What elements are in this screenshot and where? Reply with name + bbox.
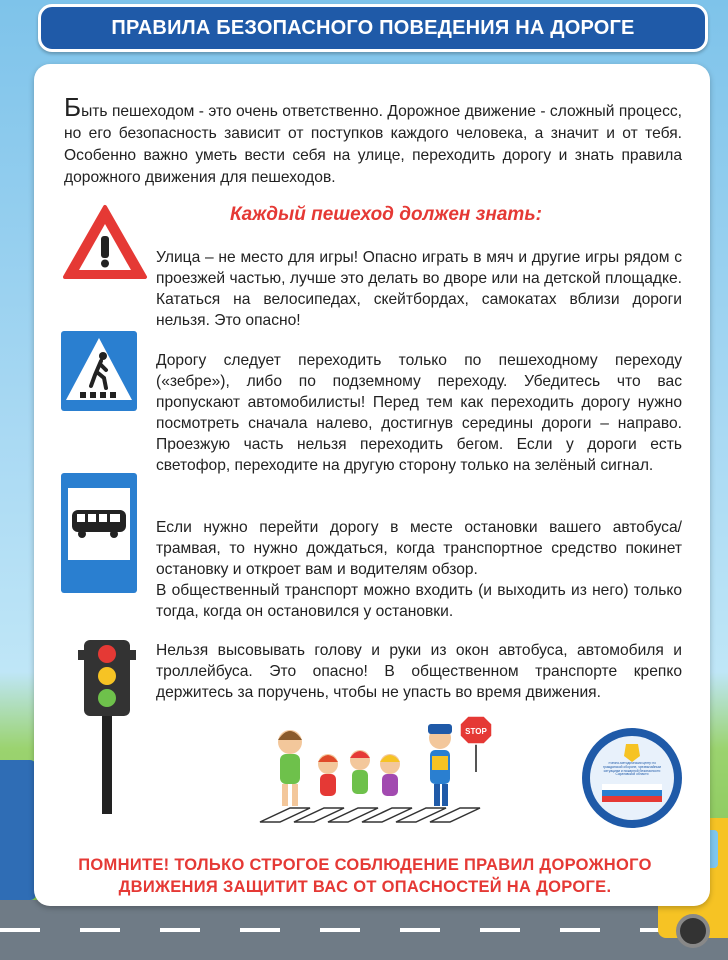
pedestrian-crossing-sign-icon xyxy=(58,328,140,414)
car-illustration xyxy=(0,760,36,900)
rule-paragraph-bus-stop xyxy=(156,517,682,622)
rule-paragraph-play: Улица – не место для игры! Опасно играть в мяч и другие игры рядом с проезжей частью, лучше это делать во дворе или на детской площадке. Кататься на велосипедах, скейтбордах, самокатах вблизи дороги нельзя. Это опасно! xyxy=(156,249,682,329)
footer-warning xyxy=(40,854,690,898)
rule-paragraph-crossing: Дорогу следует переходить только по пешеходному переходу («зебре»), либо по подземному переходу. Убедитесь что вас пропускают автомобилисты! Перед тем как переходить дорогу нужно посмотреть сначала налево, достигнув середины дороги – направо. Проезжую часть нельзя переходить бегом. Если у дороги есть светофор, переходите на другую сторону только на зелёный сигнал. xyxy=(156,352,682,474)
bus-wheel xyxy=(676,914,710,948)
section-subtitle: Каждый пешеход должен знать: xyxy=(230,204,542,225)
rule-paragraph-windows: Нельзя высовывать голову и руки из окон автобуса, автомобиля и троллейбуса. Это опасно! В общественном транспорте крепко держитесь за поручень, чтобы не упасть во время движения. xyxy=(156,642,682,701)
rule-bus-stop-line-2: В общественный транспорт можно входить (и выходить из него) только тогда, когда он остановился у остановки. xyxy=(156,582,682,620)
page-header xyxy=(38,4,708,52)
footer-line-2: ДВИЖЕНИЯ ЗАЩИТИТ ВАС ОТ ОПАСНОСТЕЙ НА ДОРОГЕ. xyxy=(118,878,612,896)
rule-bus-stop-line-1: Если нужно перейти дорогу в месте остановки вашего автобуса/трамвая, то нужно дождаться, когда транспортное средство покинет остановку и откроет вам и водителям обзор. xyxy=(156,519,682,578)
stop-sign-label: STOP xyxy=(465,727,487,736)
emblem-logo xyxy=(580,726,684,830)
road xyxy=(0,900,728,960)
bus-stop-sign-icon xyxy=(58,470,140,596)
page-title: ПРАВИЛА БЕЗОПАСНОГО ПОВЕДЕНИЯ НА ДОРОГЕ xyxy=(111,16,635,39)
road-marking xyxy=(0,928,728,932)
traffic-light-icon xyxy=(78,636,138,816)
footer-line-1: ПОМНИТЕ! ТОЛЬКО СТРОГОЕ СОБЛЮДЕНИЕ ПРАВИЛ ДОРОЖНОГО xyxy=(78,856,652,874)
children-crossing-illustration xyxy=(250,712,510,840)
warning-sign-icon xyxy=(62,204,148,280)
intro-paragraph: Быть пешеходом - это очень ответственно. Дорожное движение - сложный процесс, но его безопасность зависит от поступков каждого человека, а значит и от тебя. Особенно важно уметь вести себя на улице, переходить дорогу и знать правила дорожного движения для пешеходов. xyxy=(64,92,682,186)
emblem-caption: Учебно-методический центр по гражданской обороне, чрезвычайным ситуациям и пожарной безопасности Саратовской области xyxy=(603,762,661,777)
